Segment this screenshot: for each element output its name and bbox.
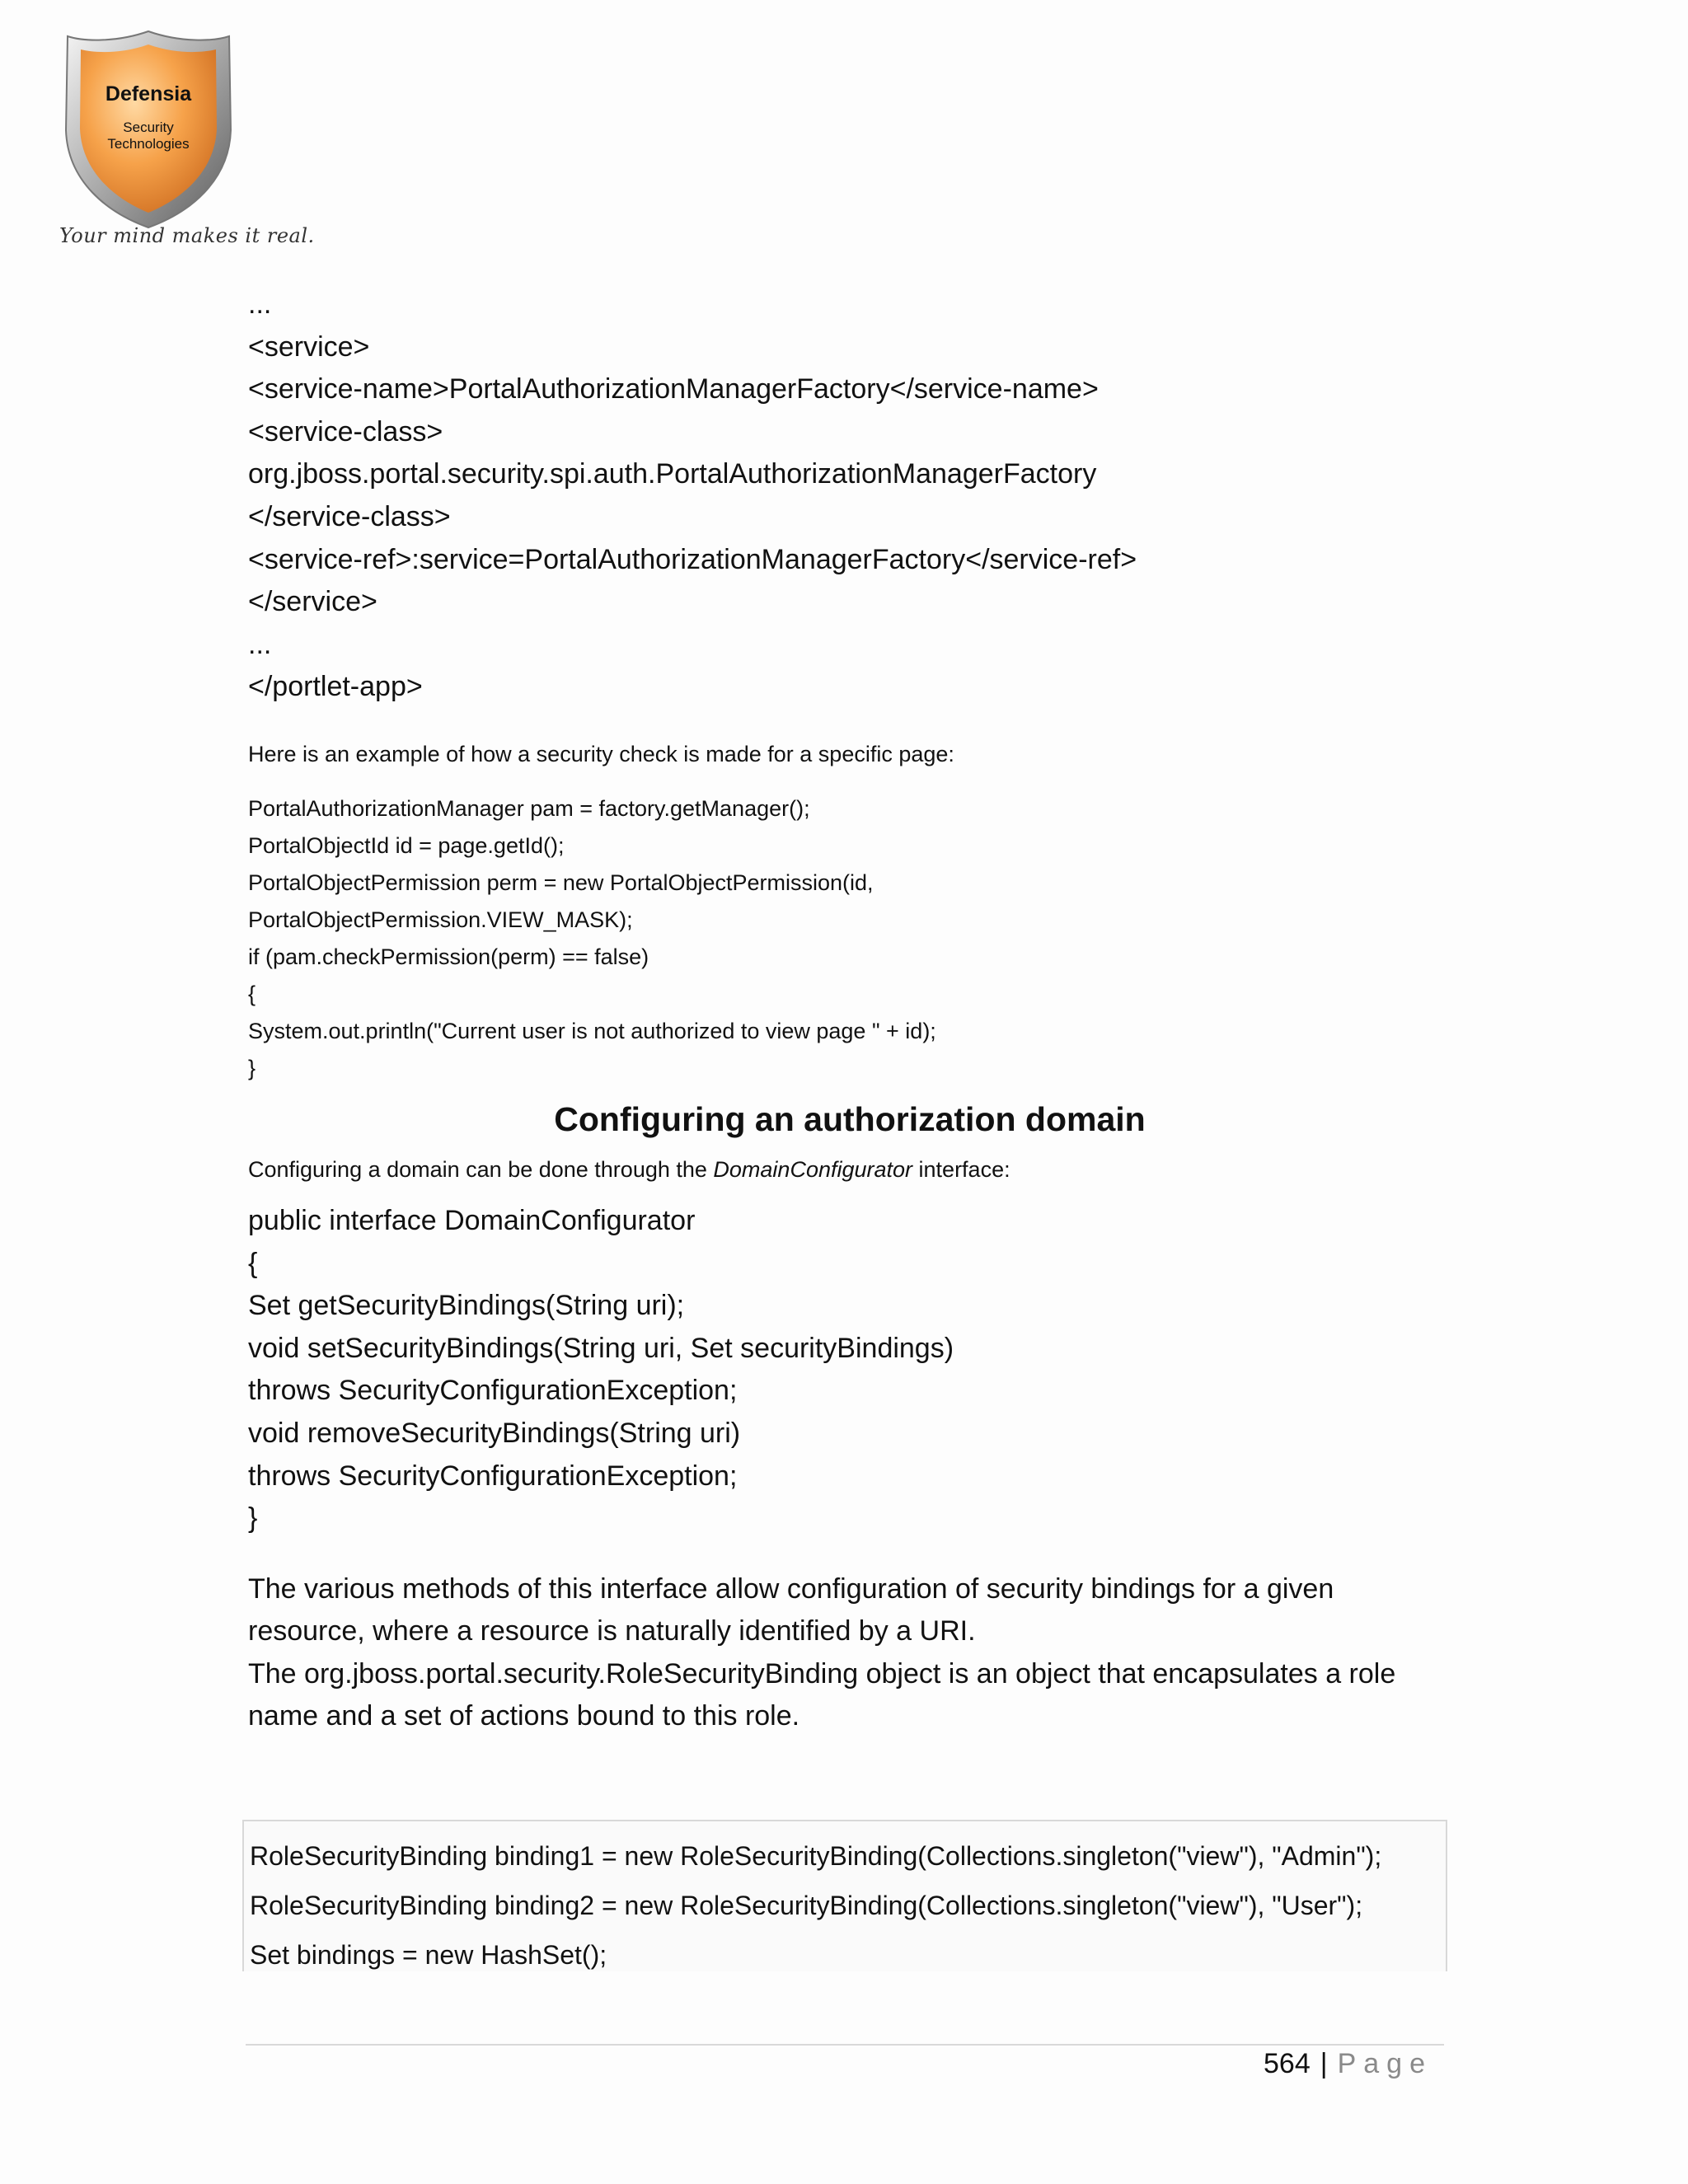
paragraph-line: name and a set of actions bound to this role.: [248, 1700, 800, 1732]
paragraph-line: resource, where a resource is naturally identified by a URI.: [248, 1615, 976, 1647]
code-line: Set getSecurityBindings(String uri);: [248, 1290, 685, 1322]
code-box: [242, 1820, 1447, 1971]
code-line: public interface DomainConfigurator: [248, 1204, 696, 1236]
interface-code-block: [248, 1200, 1451, 1540]
code-line: PortalAuthorizationManager pam = factory.getManager();: [248, 795, 810, 821]
page-content: [248, 284, 1451, 1738]
body-paragraph: [248, 1568, 1451, 1738]
code-line: <service>: [248, 330, 370, 363]
code-line: RoleSecurityBinding binding2 = new RoleSecurityBinding(Collections.singleton("view"), "User");: [250, 1891, 1363, 1920]
code-line: }: [248, 1502, 258, 1535]
logo-brand: Defensia: [105, 82, 192, 105]
code-line: throws SecurityConfigurationException;: [248, 1460, 738, 1492]
code-line: }: [248, 1055, 256, 1080]
code-line: void setSecurityBindings(String uri, Set securityBindings): [248, 1332, 954, 1364]
page-label: Page: [1337, 2048, 1432, 2079]
logo-tagline: Your mind makes it real.: [59, 224, 315, 247]
paragraph-line: The various methods of this interface allow configuration of security bindings for a given: [248, 1572, 1334, 1605]
page-footer: [1264, 2048, 1432, 2080]
code-line: PortalObjectId id = page.getId();: [248, 832, 565, 858]
logo-line-2: Technologies: [107, 136, 190, 152]
code-line: <service-ref>:service=PortalAuthorizationManagerFactory</service-ref>: [248, 543, 1137, 575]
code-line: {: [248, 1247, 258, 1279]
example-code-block: [248, 790, 1451, 1087]
footer-divider: [246, 2044, 1444, 2046]
code-line: PortalObjectPermission.VIEW_MASK);: [248, 907, 633, 932]
paragraph-line: The org.jboss.portal.security.RoleSecurityBinding object is an object that encapsulates a role: [248, 1657, 1396, 1690]
logo-line-1: Security: [123, 120, 174, 135]
code-line: </service-class>: [248, 500, 451, 532]
code-line: {: [248, 981, 256, 1006]
code-line: </portlet-app>: [248, 671, 423, 703]
interface-name: DomainConfigurator: [713, 1156, 913, 1182]
page-number: 564: [1264, 2048, 1311, 2079]
code-line: PortalObjectPermission perm = new PortalObjectPermission(id,: [248, 869, 874, 895]
code-line: ...: [248, 288, 272, 320]
code-line: System.out.println("Current user is not authorized to view page " + id);: [248, 1018, 936, 1043]
xml-code-block: [248, 284, 1451, 709]
footer-separator: |: [1320, 2048, 1328, 2079]
code-line: <service-class>: [248, 415, 443, 448]
example-intro: Here is an example of how a security check is made for a specific page:: [248, 741, 954, 766]
code-line: if (pam.checkPermission(perm) == false): [248, 944, 649, 969]
configurator-intro: Configuring a domain can be done through the DomainConfigurator interface:: [248, 1156, 1010, 1182]
code-line: <service-name>PortalAuthorizationManagerFactory</service-name>: [248, 373, 1099, 405]
code-line: void removeSecurityBindings(String uri): [248, 1417, 741, 1449]
code-line: RoleSecurityBinding binding1 = new RoleSecurityBinding(Collections.singleton("view"), "Admin");: [250, 1841, 1382, 1871]
code-line: org.jboss.portal.security.spi.auth.PortalAuthorizationManagerFactory: [248, 458, 1097, 490]
code-line: </service>: [248, 586, 377, 618]
section-heading: Configuring an authorization domain: [554, 1099, 1146, 1138]
code-line: Set bindings = new HashSet();: [250, 1940, 607, 1970]
code-line: throws SecurityConfigurationException;: [248, 1375, 738, 1407]
code-line: ...: [248, 628, 272, 660]
